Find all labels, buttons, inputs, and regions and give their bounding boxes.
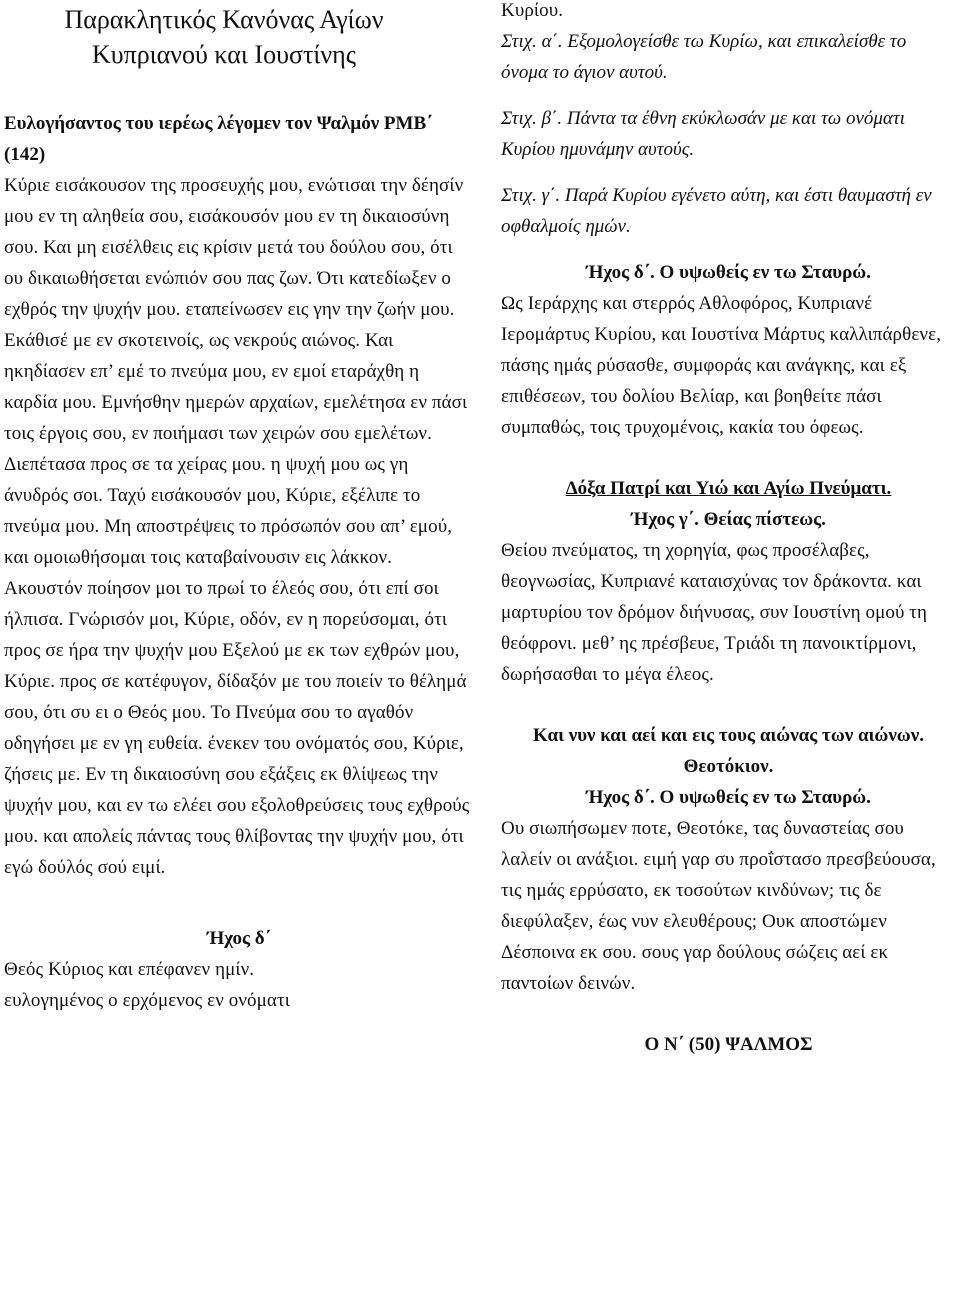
left-column (4, 0, 474, 1016)
kai-nyn-heading: Και νυν και αεί και εις τους αιώνας των αιώνων. Θεοτόκιον. (533, 725, 924, 777)
verse-b: Στιχ. β΄. Πάντα τα έθνη εκύκλωσάν με και τω ονόματι Κυρίου ημυνάμην αυτούς. (501, 108, 905, 160)
verse-c: Στιχ. γ΄. Παρά Κυρίου εγένετο αύτη, και έστι θαυμαστή εν οφθαλμοίς ημών. (501, 185, 932, 237)
psalm-50-heading: Ο Ν΄ (50) ΨΑΛΜΟΣ (644, 1034, 813, 1055)
troparion-2-heading: Ήχος γ΄. Θείας πίστεως. (631, 509, 826, 530)
doxa-heading: Δόξα Πατρί και Υιώ και Αγίω Πνεύματι. (565, 478, 892, 499)
tone-4-heading: Ήχος δ΄ (207, 928, 271, 949)
theotokion-text: Ου σιωπήσωμεν ποτε, Θεοτόκε, τας δυναστείας σου λαλείν οι ανάξιοι. ειμή γαρ συ προΐστασο πρεσβεύουσα, τις ημάς ερρύσατο, εκ τοσούτων κινδύνων; τις δε διεφύλαξεν, έως νυν ελευθέρους; Ουκ αποστώμεν Δέσποινα εκ σου. σους γαρ δούλους σώζεις αεί εκ παντοίων δεινών. (501, 818, 936, 994)
page-title (4, 2, 444, 72)
troparion-1-text: Ως Ιεράρχης και στερρός Αθλοφόρος, Κυπριανέ Ιερομάρτυς Κυρίου, και Ιουστίνα Μάρτυς καλλιπάρθενε, πάσης ημάς ρύσασθε, συμφοράς και ανάγκης, και εξ επιθέσεων, του δολίου Βελίαρ, και βοηθείτε πάσι συμπαθώς, τοις τρυχομένοις, κακία του όφεως. (501, 293, 942, 438)
theos-kyrios-line-3: Κυρίου. (501, 0, 564, 21)
troparion-2-text: Θείου πνεύματος, τη χορηγία, φως προσέλαβες, θεογνωσίας, Κυπριανέ καταισχύνας τον δράκοντα. και μαρτυρίου τον δρόμον διήνυσας, συν Ιουστίνη ομού τη θεόφρονι. μεθ’ ης πρέσβευε, Τριάδι τη πανοικτίρμονι, δωρήσασθαι το μέγα έλεος. (501, 540, 928, 685)
theotokion-tone-heading: Ήχος δ΄. Ο υψωθείς εν τω Σταυρώ. (586, 787, 871, 808)
intro-heading: Ευλογήσαντος του ιερέως λέγομεν τον Ψαλμόν ΡΜΒ΄ (142) (4, 113, 433, 165)
psalm-142-text: Κύριε εισάκουσον της προσευχής μου, ενώτισαι την δέησίν μου εν τη αληθεία σου, εισάκουσόν μου εν τη δικαιοσύνη σου. Και μη εισέλθεις εις κρίσιν μετά του δούλου σου, ότι ου δικαιωθήσεται ενώπιόν σου πας ζων. Ότι κατεδίωξεν ο εχθρός την ψυχήν μου. εταπείνωσεν εις γην την ζωήν μου. Εκάθισέ με εν σκοτεινοίς, ως νεκρούς αιώνος. Και ηκηδίασεν επ’ εμέ το πνεύμα μου, εν εμοί εταράχθη η καρδία μου. Εμνήσθην ημερών αρχαίων, εμελέτησα εν πάσι τοις έργοις σου, εν ποιήμασι των χειρών σου εμελέτων. Διεπέτασα προς σε τα χείρας μου. η ψυχή μου ως γη άνυδρός σοι. Ταχύ εισάκουσόν μου, Κύριε, εξέλιπε το πνεύμα μου. Μη αποστρέψεις το πρόσωπόν σου απ’ εμού, και ομοιωθήσομαι τοις καταβαίνουσιν εις λάκκον. Ακουστόν ποίησον μοι το πρωί το έλεός σου, ότι επί σοι ήλπισα. Γνώρισόν μοι, Κύριε, οδόν, εν η πορεύσομαι, ότι προς σε ήρα την ψυχήν μου Εξελού με εκ των εχθρών μου, Κύριε. προς σε κατέφυγον, δίδαξόν με του ποιείν το θέλημά σου, ότι συ ει ο Θεός μου. Το Πνεύμα σου το αγαθόν οδηγήσει με εν γη ευθεία. ένεκεν του ονόματός σου, Κύριε, ζήσεις με. Εν τη δικαιοσύνη σου εξάξεις εκ θλίψεως την ψυχήν μου, και εν τω ελέει σου εξολοθρεύσεις τους εχθρούς μου. και απολείς πάντας τους θλίβοντας την ψυχήν μου, ότι εγώ δούλός σού ειμί. (4, 175, 470, 878)
title-line-1: Παρακλητικός Κανόνας Αγίων (64, 5, 384, 34)
right-column (501, 0, 956, 1060)
verse-a: Στιχ. α΄. Εξομολογείσθε τω Κυρίω, και επικαλείσθε το όνομα το άγιον αυτού. (501, 31, 907, 83)
theos-kyrios-line-2: ευλογημένος ο ερχόμενος εν ονόματι (4, 990, 290, 1011)
troparion-1-heading: Ήχος δ΄. Ο υψωθείς εν τω Σταυρώ. (586, 262, 871, 283)
theos-kyrios-line-1: Θεός Κύριος και επέφανεν ημίν. (4, 959, 255, 980)
title-line-2: Κυπριανού και Ιουστίνης (91, 40, 357, 69)
